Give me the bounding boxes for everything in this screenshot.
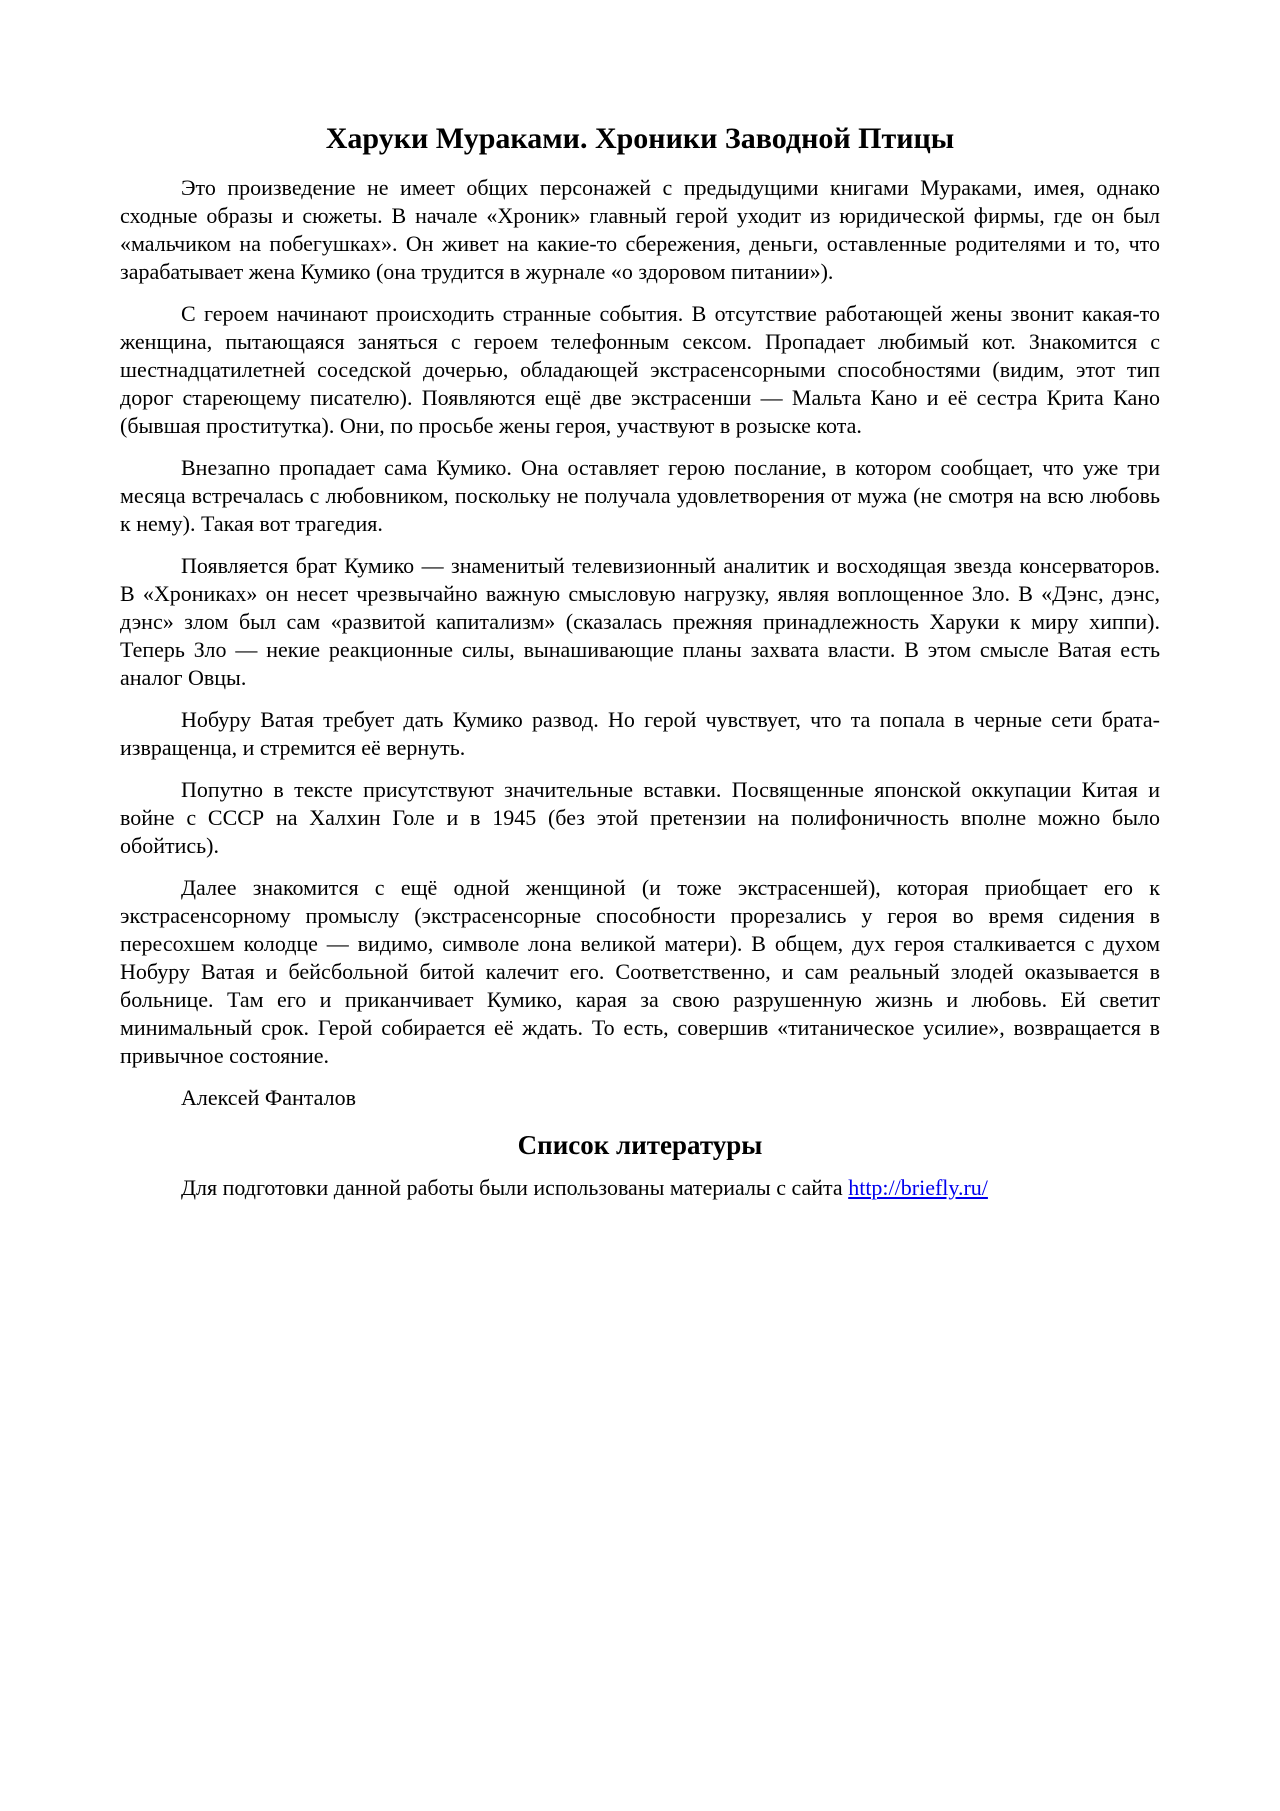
references-heading: Список литературы xyxy=(517,1130,763,1160)
paragraph: Нобуру Ватая требует дать Кумико развод. Но герой чувствует, что та попала в черные сети брата-извращенца, и стремится её вернуть. xyxy=(120,707,1160,760)
paragraph: Появляется брат Кумико — знаменитый телевизионный аналитик и восходящая звезда консерваторов. В «Хрониках» он несет чрезвычайно важную смысловую нагрузку, являя воплощенное Зло. В «Дэнс, дэнс, дэнс» злом был сам «развитой капитализм» (сказалась прежняя принадлежность Харуки к миру хиппи). Теперь Зло — некие реакционные силы, вынашивающие планы захвата власти. В этом смысле Ватая есть аналог Овцы. xyxy=(120,553,1160,690)
paragraph: Внезапно пропадает сама Кумико. Она оставляет герою послание, в котором сообщает, что уже три месяца встречалась с любовником, поскольку не получала удовлетворения от мужа (не смотря на всю любовь к нему). Такая вот трагедия. xyxy=(120,455,1160,536)
paragraph: Попутно в тексте присутствуют значительные вставки. Посвященные японской оккупации Китая и войне с СССР на Халхин Голе и в 1945 (без этой претензии на полифоничность вполне можно было обойтись). xyxy=(120,777,1160,858)
document-page xyxy=(120,120,1160,1202)
references-sentence: Для подготовки данной работы были использованы материалы с сайта xyxy=(181,1175,849,1200)
paragraph: Далее знакомится с ещё одной женщиной (и тоже экстрасеншей), которая приобщает его к экстрасенсорному промыслу (экстрасенсорные способности прорезались у героя во время сидения в пересохшем колодце — видимо, символе лона великой матери). В общем, дух героя сталкивается с духом Нобуру Ватая и бейсбольной битой калечит его. Соответственно, и сам реальный злодей оказывается в больнице. Там его и приканчивает Кумико, карая за свою разрушенную жизнь и любовь. Ей светит минимальный срок. Герой собирается её ждать. То есть, совершив «титаническое усилие», возвращается в привычное состояние. xyxy=(120,875,1160,1068)
document-title: Харуки Мураками. Хроники Заводной Птицы xyxy=(325,122,955,155)
source-link[interactable]: http://briefly.ru/ xyxy=(848,1175,988,1200)
paragraph: С героем начинают происходить странные события. В отсутствие работающей жены звонит какая-то женщина, пытающаяся заняться с героем телефонным сексом. Пропадает любимый кот. Знакомится с шестнадцатилетней соседской дочерью, обладающей экстрасенсорными способностями (видим, этот тип дорог стареющему писателю). Появляются ещё две экстрасенши — Мальта Кано и её сестра Крита Кано (бывшая проститутка). Они, по просьбе жены героя, участвуют в розыске кота. xyxy=(120,301,1160,438)
author-name: Алексей Фанталов xyxy=(181,1085,356,1110)
references-text xyxy=(120,1174,1160,1202)
paragraph: Это произведение не имеет общих персонажей с предыдущими книгами Мураками, имея, однако сходные образы и сюжеты. В начале «Хроник» главный герой уходит из юридической фирмы, где он был «мальчиком на побегушках». Он живет на какие-то сбережения, деньги, оставленные родителями и то, что зарабатывает жена Кумико (она трудится в журнале «о здоровом питании»). xyxy=(120,175,1160,284)
